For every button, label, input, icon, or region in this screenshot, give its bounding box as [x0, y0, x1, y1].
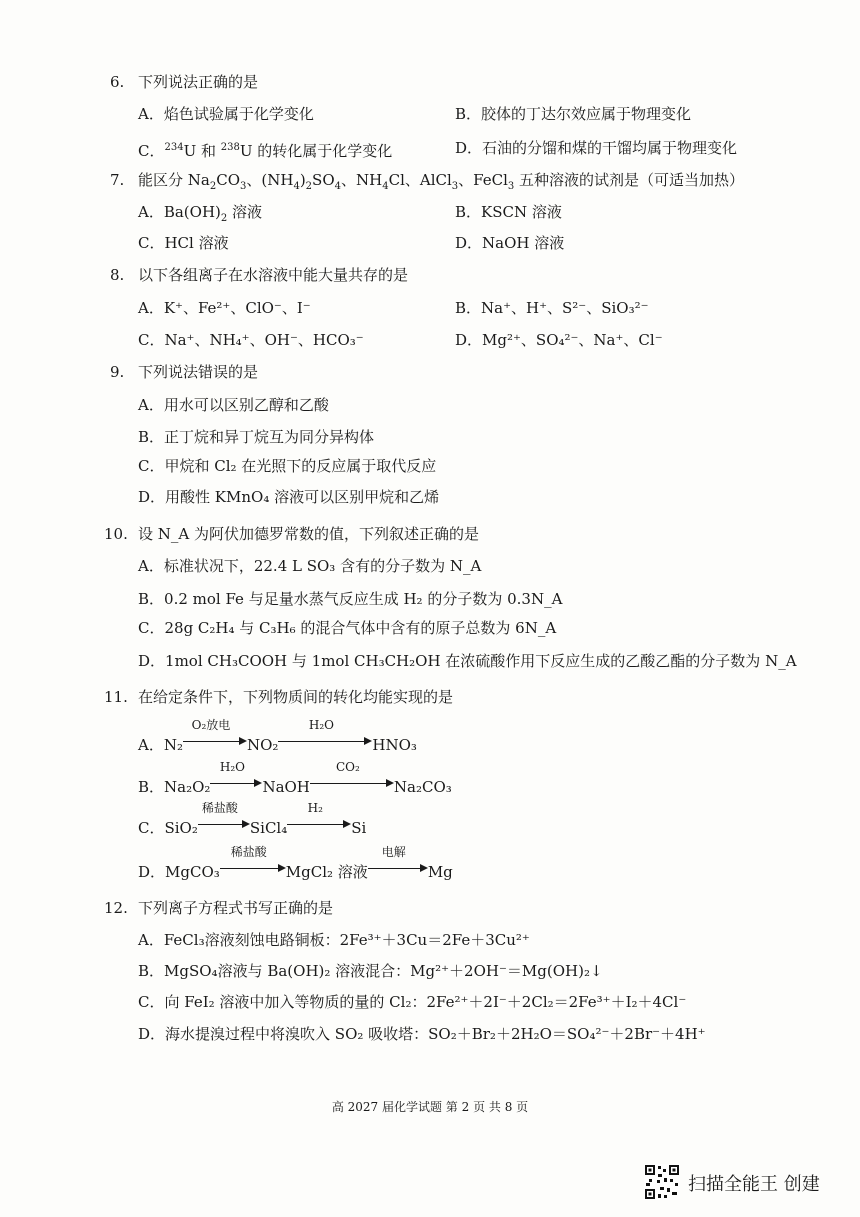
arrow-line: [287, 824, 345, 825]
watermark-text: 扫描全能王 创建: [688, 1174, 820, 1195]
arrow-head: [343, 820, 351, 828]
species: Si: [351, 819, 367, 837]
mass-number: 238: [220, 142, 240, 153]
scanner-watermark: [640, 1160, 840, 1204]
arrow-head: [254, 779, 262, 787]
stem-part: 、(NH: [246, 171, 294, 189]
reaction-condition: H₂O: [219, 760, 245, 774]
question-6-stem: [110, 72, 258, 92]
reaction-condition: 稀盐酸: [201, 801, 238, 815]
stem-part: 五种溶液的试剂是（可适当加热）: [514, 171, 745, 189]
stem-part: 、NH: [341, 171, 383, 189]
option-text: U 和: [183, 142, 221, 160]
q6-option-d: D．石油的分馏和煤的干馏均属于物理变化: [455, 139, 738, 157]
subscript: 3: [451, 181, 459, 192]
subscript: 3: [240, 181, 247, 192]
mass-number: 234: [164, 142, 184, 153]
q6-option-a: A．焰色试验属于化学变化: [138, 105, 314, 123]
arrow-line: [220, 868, 280, 869]
question-7-stem: [110, 170, 744, 197]
reaction-condition: 稀盐酸: [230, 845, 267, 859]
reaction-arrow: [210, 760, 262, 792]
q12-option-a: A．FeCl₃溶液刻蚀电路铜板：2Fe³⁺＋3Cu＝2Fe＋3Cu²⁺: [138, 931, 530, 949]
reaction-condition: O₂放电: [191, 718, 231, 732]
species: NaOH: [262, 778, 310, 796]
subscript: 3: [507, 181, 515, 192]
option-text: U 的转化属于化学变化: [239, 142, 393, 160]
option-label: A．: [138, 736, 164, 754]
subscript: 4: [293, 181, 300, 192]
question-text: 下列说法错误的是: [138, 363, 259, 381]
question-9-stem: [110, 362, 258, 382]
q11-option-b: [138, 760, 452, 797]
species: Mg: [427, 863, 453, 881]
species: Na₂O₂: [164, 778, 211, 796]
reaction-condition: H₂O: [308, 718, 334, 732]
q8-option-d: D．Mg²⁺、SO₄²⁻、Na⁺、Cl⁻: [455, 331, 663, 349]
question-number: 9.: [110, 363, 125, 381]
subscript: 4: [334, 181, 341, 192]
species: MgCO₃: [165, 863, 220, 881]
option-text: 溶液: [227, 203, 263, 221]
q9-option-b: B．正丁烷和异丁烷互为同分异构体: [138, 428, 375, 446]
species: SiO₂: [164, 819, 198, 837]
question-10-stem: [104, 524, 479, 544]
question-8-stem: [110, 265, 408, 285]
q7-option-b: B．KSCN 溶液: [455, 203, 562, 221]
q9-option-c: C．甲烷和 Cl₂ 在光照下的反应属于取代反应: [138, 457, 437, 475]
q11-option-d: [138, 845, 453, 882]
subscript: 2: [220, 213, 228, 224]
reaction-condition: 电解: [381, 845, 406, 859]
question-number: 11.: [104, 688, 128, 706]
arrow-line: [278, 741, 366, 742]
q6-option-c: [138, 138, 392, 161]
stem-part: Cl、AlCl: [388, 171, 452, 189]
q6-option-b: B．胶体的丁达尔效应属于物理变化: [455, 105, 692, 123]
subscript: 4: [382, 181, 389, 192]
q8-option-a: A．K⁺、Fe²⁺、ClO⁻、I⁻: [138, 299, 311, 317]
q10-option-a: A．标准状况下，22.4 L SO₃ 含有的分子数为 N_A: [138, 557, 482, 575]
reaction-arrow: [310, 760, 394, 792]
arrow-line: [210, 783, 256, 784]
question-12-stem: [104, 898, 333, 918]
question-number: 6.: [110, 73, 125, 91]
q12-option-d: D．海水提溴过程中将溴吹入 SO₂ 吸收塔：SO₂＋Br₂＋2H₂O＝SO₄²⁻＋2Br⁻＋4H⁺: [138, 1025, 706, 1043]
question-text: 下列说法正确的是: [138, 73, 259, 91]
species: Na₂CO₃: [393, 778, 452, 796]
q11-option-a: [138, 718, 417, 755]
arrow-line: [198, 824, 244, 825]
q10-option-d: D．1mol CH₃COOH 与 1mol CH₃CH₂OH 在浓硫酸作用下反应生成的乙酸乙酯的分子数为 N_A: [138, 652, 797, 670]
reaction-arrow: [183, 718, 247, 750]
question-text: 以下各组离子在水溶液中能大量共存的是: [138, 266, 409, 284]
qr-code-icon: [644, 1164, 680, 1200]
arrow-head: [239, 737, 247, 745]
q10-option-c: C．28g C₂H₄ 与 C₃H₆ 的混合气体中含有的原子总数为 6N_A: [138, 619, 557, 637]
page-footer: 高 2027 届化学试题 第 2 页 共 8 页: [331, 1100, 529, 1114]
arrow-head: [278, 864, 286, 872]
subscript: 2: [209, 181, 217, 192]
question-text: 在给定条件下，下列物质间的转化均能实现的是: [138, 688, 454, 706]
question-number: 7.: [110, 171, 125, 189]
stem-part: ): [299, 171, 306, 189]
species: HNO₃: [372, 736, 417, 754]
species: N₂: [163, 736, 183, 754]
arrow-head: [242, 820, 250, 828]
arrow-head: [386, 779, 394, 787]
q9-option-d: D．用酸性 KMnO₄ 溶液可以区别甲烷和乙烯: [138, 488, 440, 506]
species: NO₂: [246, 736, 279, 754]
reaction-condition: H₂: [307, 801, 323, 815]
stem-part: 、FeCl: [458, 171, 508, 189]
q8-option-c: C．Na⁺、NH₄⁺、OH⁻、HCO₃⁻: [138, 331, 364, 349]
option-label: C．: [138, 142, 165, 160]
q7-option-d: D．NaOH 溶液: [455, 234, 565, 252]
option-label: B．: [138, 778, 165, 796]
stem-part: 能区分 Na: [138, 171, 210, 189]
arrow-line: [310, 783, 388, 784]
q12-option-c: C．向 FeI₂ 溶液中加入等物质的量的 Cl₂：2Fe²⁺＋2I⁻＋2Cl₂＝2Fe³⁺＋I₂＋4Cl⁻: [138, 993, 687, 1011]
arrow-head: [420, 864, 428, 872]
arrow-line: [183, 741, 241, 742]
option-text: A．Ba(OH): [138, 203, 221, 221]
reaction-arrow: [287, 801, 351, 833]
stem-part: SO: [312, 171, 335, 189]
q7-option-a: [138, 202, 262, 229]
option-label: C．: [138, 819, 165, 837]
species: MgCl₂ 溶液: [285, 863, 368, 881]
option-label: D．: [138, 863, 166, 881]
reaction-arrow: [220, 845, 286, 877]
stem-part: CO: [216, 171, 240, 189]
q10-option-b: B．0.2 mol Fe 与足量水蒸气反应生成 H₂ 的分子数为 0.3N_A: [138, 590, 563, 608]
subscript: 2: [305, 181, 313, 192]
question-number: 12.: [104, 899, 128, 917]
q7-option-c: C．HCl 溶液: [138, 234, 229, 252]
reaction-condition: CO₂: [335, 760, 360, 774]
reaction-arrow: [198, 801, 250, 833]
question-number: 8.: [110, 266, 125, 284]
arrow-head: [364, 737, 372, 745]
q11-option-c: [138, 801, 367, 838]
q9-option-a: A．用水可以区别乙醇和乙酸: [138, 396, 329, 414]
question-number: 10.: [104, 525, 128, 543]
reaction-arrow: [278, 718, 372, 750]
arrow-line: [368, 868, 422, 869]
q12-option-b: B．MgSO₄溶液与 Ba(OH)₂ 溶液混合：Mg²⁺＋2OH⁻＝Mg(OH)₂↓: [138, 962, 603, 980]
species: SiCl₄: [249, 819, 288, 837]
question-text: 下列离子方程式书写正确的是: [138, 899, 334, 917]
question-11-stem: [104, 687, 453, 707]
question-text: 设 N_A 为阿伏加德罗常数的值，下列叙述正确的是: [138, 525, 479, 543]
reaction-arrow: [368, 845, 428, 877]
q8-option-b: B．Na⁺、H⁺、S²⁻、SiO₃²⁻: [455, 299, 649, 317]
